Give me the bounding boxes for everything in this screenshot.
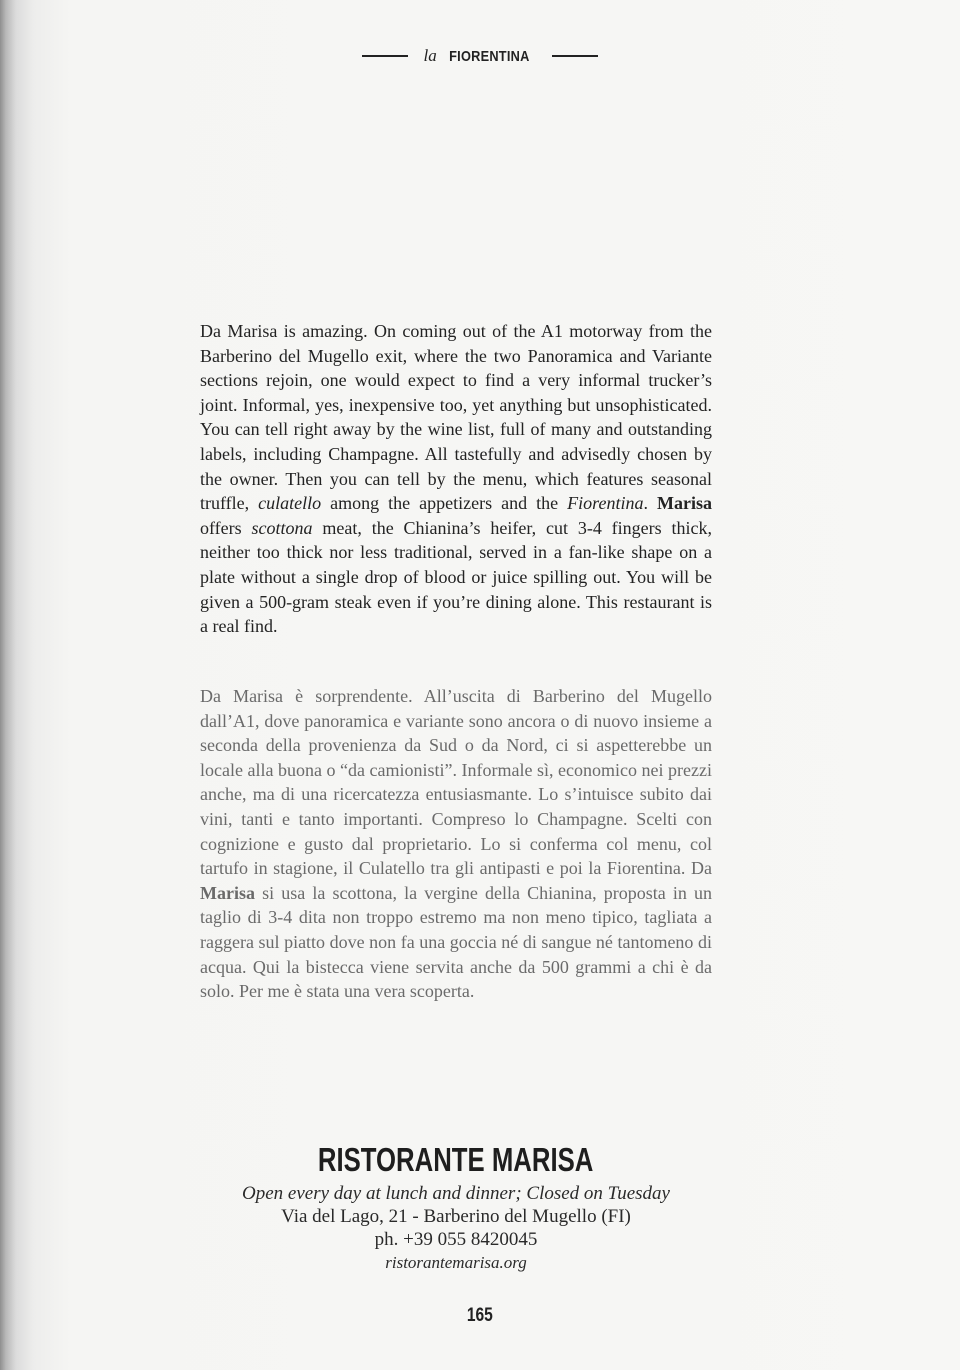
running-head: [0, 46, 960, 66]
english-paragraph: [200, 319, 712, 639]
venue-website: ristorantemarisa.org: [385, 1253, 527, 1272]
italian-paragraph: [200, 684, 712, 1004]
running-head-prefix: la: [423, 46, 437, 65]
marisa-name: Marisa: [657, 493, 712, 514]
fiorentina-term: Fiorentina: [567, 493, 644, 514]
english-text: Da Marisa is amazing. On coming out of the A1 motorway from the Barberino del Mugello exit, where the two Panoramica and Variante sections rejoin, one would expect to find a very informal trucker’s joint. Informal, yes, inexpensive too, yet anything but unsophisticated. You can tell right away by the wine list, full of many and outstanding labels, including Champagne. All tastefully and advisedly chosen by the owner. Then you can tell by the menu, which features seasonal truffle, culatello among the appetizers and the Fiorentina. Marisa offers scottona meat, the Chianina’s heifer, cut 3-4 fingers thick, neither too thick nor less traditional, served in a fan-like shape on a plate without a single drop of blood or juice spilling out. You will be given a 500-gram steak even if you’re dining alone. This restaurant is a real find.: [200, 321, 713, 637]
running-head-title: FIORENTINA: [448, 47, 530, 65]
venue-phone: ph. +39 055 8420045: [374, 1229, 538, 1250]
running-head-rule-left: [362, 55, 408, 57]
venue-address: Via del Lago, 21 - Barberino del Mugello (FI): [281, 1206, 631, 1227]
page-number: 165: [466, 1305, 493, 1326]
scottona-term: scottona: [251, 517, 313, 538]
venue-name: RISTORANTE MARISA: [318, 1141, 594, 1178]
italian-text: Da Marisa è sorprendente. All’uscita di Barberino del Mugello dall’A1, dove panoramica e variante sono ancora o di nuovo insieme a seconda della provenienza da Sud o da Nord, ci si aspetterebbe un locale alla buona o “da camionisti”. Informale sì, economico nei prezzi anche, ma di una ricercatezza entusiasmante. Lo s’intuisce subito dai vini, tanti e tanto importanti. Compreso lo Champagne. Scelti con cognizione e gusto dal proprietario. Lo si conferma col menu, col tartufo in stagione, il Culatello tra gli antipasti e poi la Fiorentina. Da Marisa si usa la scottona, la vergine della Chianina, proposta in un taglio di 3-4 dita non troppo estremo ma non meno tipico, tagliata a raggera sul piatto dove non fa una goccia né di sangue né tantomeno di acqua. Qui la bistecca viene servita anche da 500 grammi a chi è da solo. Per me è stata una vera scoperta.: [200, 686, 712, 1002]
venue-info: [200, 1138, 712, 1274]
running-head-rule-right: [552, 55, 598, 57]
culatello-term: culatello: [258, 493, 322, 514]
venue-hours: Open every day at lunch and dinner; Closed on Tuesday: [242, 1183, 670, 1204]
marisa-name-it: Marisa: [200, 882, 255, 903]
